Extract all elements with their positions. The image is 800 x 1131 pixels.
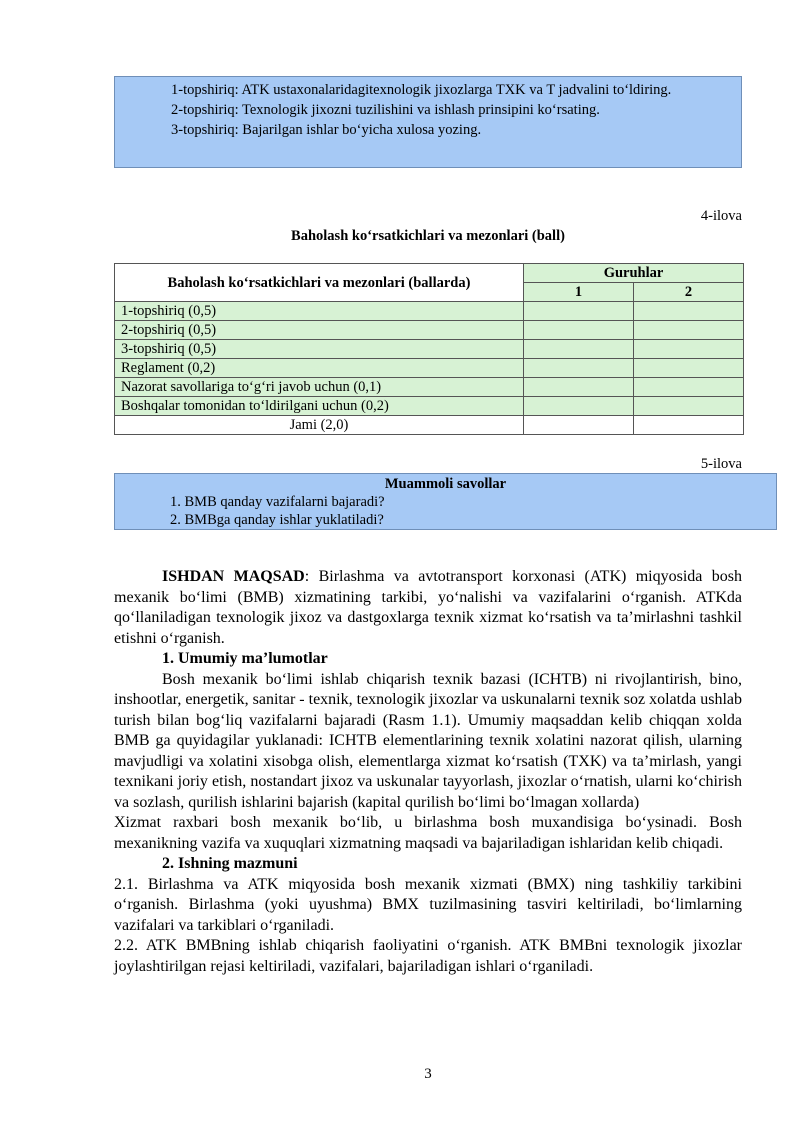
row-label: Boshqalar tomonidan to‘ldirilgani uchun (0,2): [115, 397, 524, 416]
row-label: Reglament (0,2): [115, 359, 524, 378]
row-label: 2-topshiriq (0,5): [115, 321, 524, 340]
appendix-4-title: Baholash ko‘rsatkichlari va mezonlari (ball): [291, 228, 565, 244]
row-label: Nazorat savollariga to‘g‘ri javob uchun (0,1): [115, 378, 524, 397]
page-number: 3: [424, 1066, 432, 1082]
goal-text: : Birlashma va avtotransport korxonasi (ATK) miqyosida bosh mexanik bo‘limi (BMB) xizmatining tarkibi, yo‘nalishi va vazifalarini o‘rganish. ATKda qo‘llaniladigan texnologik jixoz va dastgoxlarga texnik xizmat ko‘rsatish va ta’mirlashni tashkil etishni o‘rganish.: [114, 568, 743, 647]
grading-table: [114, 263, 744, 435]
appendix-5-label: 5-ilova: [700, 456, 742, 472]
score-cell: [524, 397, 634, 416]
section-1-title: 1. Umumiy ma’lumotlar: [162, 650, 328, 667]
table-row: [115, 302, 744, 321]
score-cell: [524, 378, 634, 397]
row-label: 1-topshiriq (0,5): [115, 302, 524, 321]
total-label: Jami (2,0): [115, 416, 524, 435]
appendix-4-label: 4-ilova: [700, 208, 742, 224]
problem-questions-title: Muammoli savollar: [384, 476, 507, 492]
task-line-2: 2-topshiriq: Texnologik jixozni tuzilishini va ishlash prinsipini ko‘rsating.: [171, 102, 600, 118]
score-cell: [634, 378, 744, 397]
main-text: [114, 567, 742, 977]
table-row: [115, 321, 744, 340]
section-1-paragraph-1: Bosh mexanik bo‘limi ishlab chiqarish texnik bazasi (ICHTB) ni rivojlantirish, bino, inshootlar, energetik, sanitar - texnik, texnologik jixozlar va uskunalarni texnik soz xolatda ushlab turish bilan bog‘liq vazifalarni bajaradi (Rasm 1.1). Umumiy maqsaddan kelib chiqqan xolda BMB ga quyidagilar yuklanadi: ICHTB elementlarining texnik xolatini nazorat qilish, ularning mavjudligi va xolatini xisobga olish, elementlarga xizmat ko‘rsatish (TXK) va ta’mirlash, yangi texnikani joriy etish, nostandart jixoz va uskunalar tayyorlash, jixozlar o‘rnatish, ularni ko‘chirish va sozlash, qurilish ishlarini bajarish (kapital qurilish bo‘limi bo‘lmagan xollarda): [114, 670, 742, 811]
problem-questions-box: [114, 473, 777, 530]
score-cell: [634, 359, 744, 378]
score-cell: [524, 321, 634, 340]
table-row: [115, 378, 744, 397]
score-cell: [634, 302, 744, 321]
task-line-3: 3-topshiriq: Bajarilgan ishlar bo‘yicha xulosa yozing.: [171, 122, 482, 138]
score-cell: [524, 340, 634, 359]
section-1-paragraph-2: Xizmat raxbari bosh mexanik bo‘lib, u birlashma bosh muxandisiga bo‘ysinadi. Bosh mexanikning vazifa va xuquqlari xizmatning maqsadi va bajariladigan ishlaridan kelib chiqadi.: [114, 814, 742, 852]
score-cell: [524, 359, 634, 378]
question-1: 1. BMB qanday vazifalarni bajaradi?: [170, 494, 385, 510]
goal-paragraph: [114, 567, 742, 649]
table-row: [115, 397, 744, 416]
score-cell: [634, 321, 744, 340]
score-cell: [634, 340, 744, 359]
score-cell: [634, 416, 744, 435]
section-2-title: 2. Ishning mazmuni: [162, 855, 298, 872]
goal-label: ISHDAN MAQSAD: [162, 568, 305, 585]
tasks-box: [114, 76, 742, 168]
task-line-1: 1-topshiriq: ATK ustaxonalaridagitexnologik jixozlarga TXK va T jadvalini to‘ldiring.: [171, 82, 672, 98]
question-2: 2. BMBga qanday ishlar yuklatiladi?: [170, 512, 384, 528]
section-2-paragraph-2: 2.2. ATK BMBning ishlab chiqarish faoliyatini o‘rganish. ATK BMBni texnologik jixozlar joylashtirilgan rejasi keltiriladi, vazifalari, bajariladigan ishlari o‘rganiladi.: [114, 937, 742, 975]
score-cell: [634, 397, 744, 416]
table-header-group-2: 2: [634, 283, 744, 302]
table-row: [115, 340, 744, 359]
table-header-groups: Guruhlar: [524, 264, 744, 283]
table-row: [115, 359, 744, 378]
table-header-criteria: Baholash ko‘rsatkichlari va mezonlari (ballarda): [115, 264, 524, 302]
score-cell: [524, 416, 634, 435]
row-label: 3-topshiriq (0,5): [115, 340, 524, 359]
score-cell: [524, 302, 634, 321]
table-header-group-1: 1: [524, 283, 634, 302]
table-total-row: [115, 416, 744, 435]
section-2-paragraph-1: 2.1. Birlashma va ATK miqyosida bosh mexanik xizmati (BMX) ning tashkiliy tarkibini o‘rganish. Birlashma (yoki uyushma) BMX tuzilmasining tasviri keltiriladi, bo‘limlarning vazifalari va tarkiblari o‘rganiladi.: [114, 875, 742, 934]
